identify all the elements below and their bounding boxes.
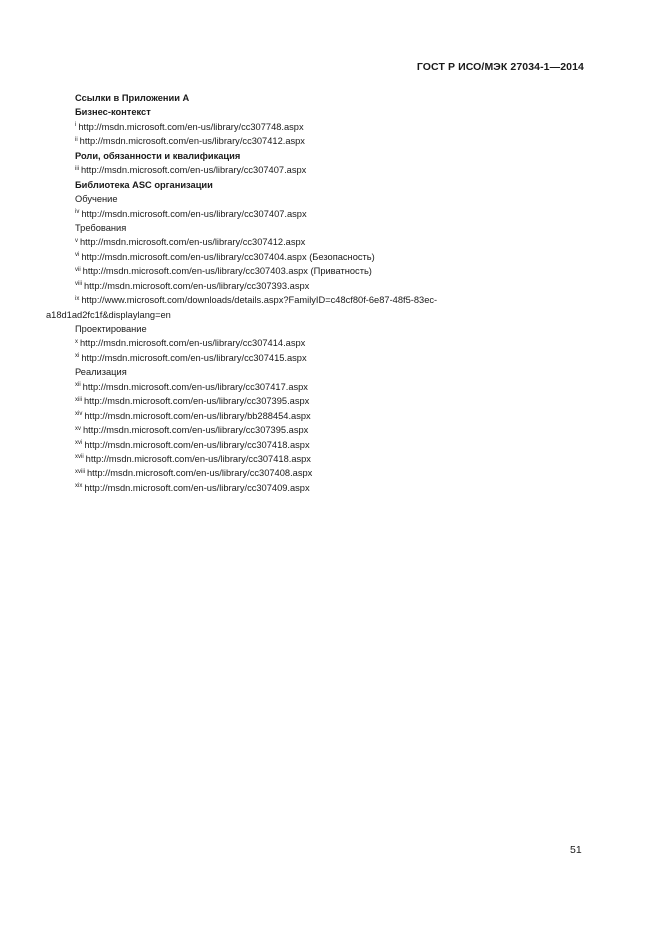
references-section [46, 91, 595, 495]
footnote-mark: i [75, 122, 77, 129]
heading-asc-library: Библиотека ASC организации [75, 179, 213, 190]
footnote-mark: xvii [75, 454, 84, 461]
subheading-design: Проектирование [75, 324, 147, 334]
footnote-mark: vi [75, 252, 80, 259]
reference-url[interactable]: http://msdn.microsoft.com/en-us/library/cc307407.aspx [81, 208, 307, 219]
subheading-requirements: Требования [75, 222, 127, 233]
footnote-mark: xviii [75, 468, 85, 475]
reference-item [75, 351, 595, 365]
reference-item [75, 120, 595, 134]
reference-item [75, 134, 595, 148]
reference-url[interactable]: http://msdn.microsoft.com/en-us/library/cc307418.aspx [85, 453, 311, 464]
reference-url[interactable]: http://msdn.microsoft.com/en-us/library/cc307418.aspx [84, 439, 310, 450]
reference-url[interactable]: http://msdn.microsoft.com/en-us/library/cc307404.aspx (Безопасность) [81, 251, 375, 262]
page-number: 51 [570, 844, 582, 856]
footnote-mark: iii [75, 165, 79, 172]
reference-item [75, 264, 595, 278]
reference-item [75, 235, 595, 249]
heading-business-context: Бизнес-контекст [75, 107, 151, 118]
footnote-mark: iv [75, 209, 80, 215]
reference-item [75, 452, 595, 466]
reference-url[interactable]: http://msdn.microsoft.com/en-us/library/cc307414.aspx [80, 338, 306, 349]
reference-url[interactable]: http://msdn.microsoft.com/en-us/library/cc307393.aspx [84, 280, 310, 291]
footnote-mark: xi [75, 353, 80, 360]
reference-url[interactable]: http://msdn.microsoft.com/en-us/library/cc307412.aspx [80, 237, 306, 248]
reference-url[interactable]: http://msdn.microsoft.com/en-us/library/bb288454.aspx [84, 410, 311, 421]
reference-url-continuation[interactable]: a18d1ad2fc1f&displaylang=en [46, 309, 171, 320]
footnote-mark: xii [75, 382, 81, 389]
reference-url[interactable]: http://www.microsoft.com/downloads/details.aspx?FamilyID=c48cf80f-6e87-48f5-83ec- [81, 295, 438, 306]
reference-item [75, 279, 595, 293]
reference-url[interactable]: http://msdn.microsoft.com/en-us/library/cc307395.aspx [84, 396, 310, 407]
reference-url[interactable]: http://msdn.microsoft.com/en-us/library/cc307408.aspx [87, 468, 313, 479]
reference-item [75, 380, 595, 394]
reference-item [75, 423, 595, 437]
reference-url[interactable]: http://msdn.microsoft.com/en-us/library/cc307417.aspx [82, 381, 308, 392]
section-title: Ссылки в Приложении А [75, 93, 190, 103]
reference-url[interactable]: http://msdn.microsoft.com/en-us/library/cc307403.aspx (Приватность) [82, 266, 372, 277]
reference-url[interactable]: http://msdn.microsoft.com/en-us/library/cc307412.aspx [79, 136, 305, 147]
footnote-mark: xiii [75, 396, 82, 403]
footnote-mark: v [75, 237, 78, 244]
reference-item [75, 409, 595, 423]
subheading-training: Обучение [75, 194, 118, 205]
reference-item [75, 250, 595, 264]
footnote-mark: xv [75, 425, 81, 432]
footnote-mark: ii [75, 136, 78, 143]
reference-item [75, 207, 595, 221]
reference-item [75, 466, 595, 480]
reference-item [75, 481, 595, 495]
subheading-implementation: Реализация [75, 367, 127, 378]
reference-url[interactable]: http://msdn.microsoft.com/en-us/library/cc307748.aspx [78, 121, 304, 132]
footnote-mark: viii [75, 281, 82, 288]
footnote-mark: x [75, 338, 78, 345]
reference-item [75, 163, 595, 177]
reference-url[interactable]: http://msdn.microsoft.com/en-us/library/cc307409.aspx [84, 482, 310, 493]
footnote-mark: xix [75, 483, 83, 490]
footnote-mark: ix [75, 295, 80, 302]
reference-item [75, 336, 595, 350]
reference-url[interactable]: http://msdn.microsoft.com/en-us/library/cc307415.aspx [81, 352, 307, 363]
footnote-mark: vii [75, 266, 81, 273]
reference-item [75, 293, 595, 307]
reference-item [75, 438, 595, 452]
reference-item [75, 394, 595, 408]
document-header: ГОСТ Р ИСО/МЭК 27034-1—2014 [416, 61, 584, 73]
reference-url[interactable]: http://msdn.microsoft.com/en-us/library/cc307395.aspx [83, 425, 309, 436]
heading-roles: Роли, обязанности и квалификация [75, 150, 241, 161]
reference-url[interactable]: http://msdn.microsoft.com/en-us/library/cc307407.aspx [81, 165, 307, 176]
footnote-mark: xvi [75, 440, 83, 446]
footnote-mark: xiv [75, 411, 83, 418]
